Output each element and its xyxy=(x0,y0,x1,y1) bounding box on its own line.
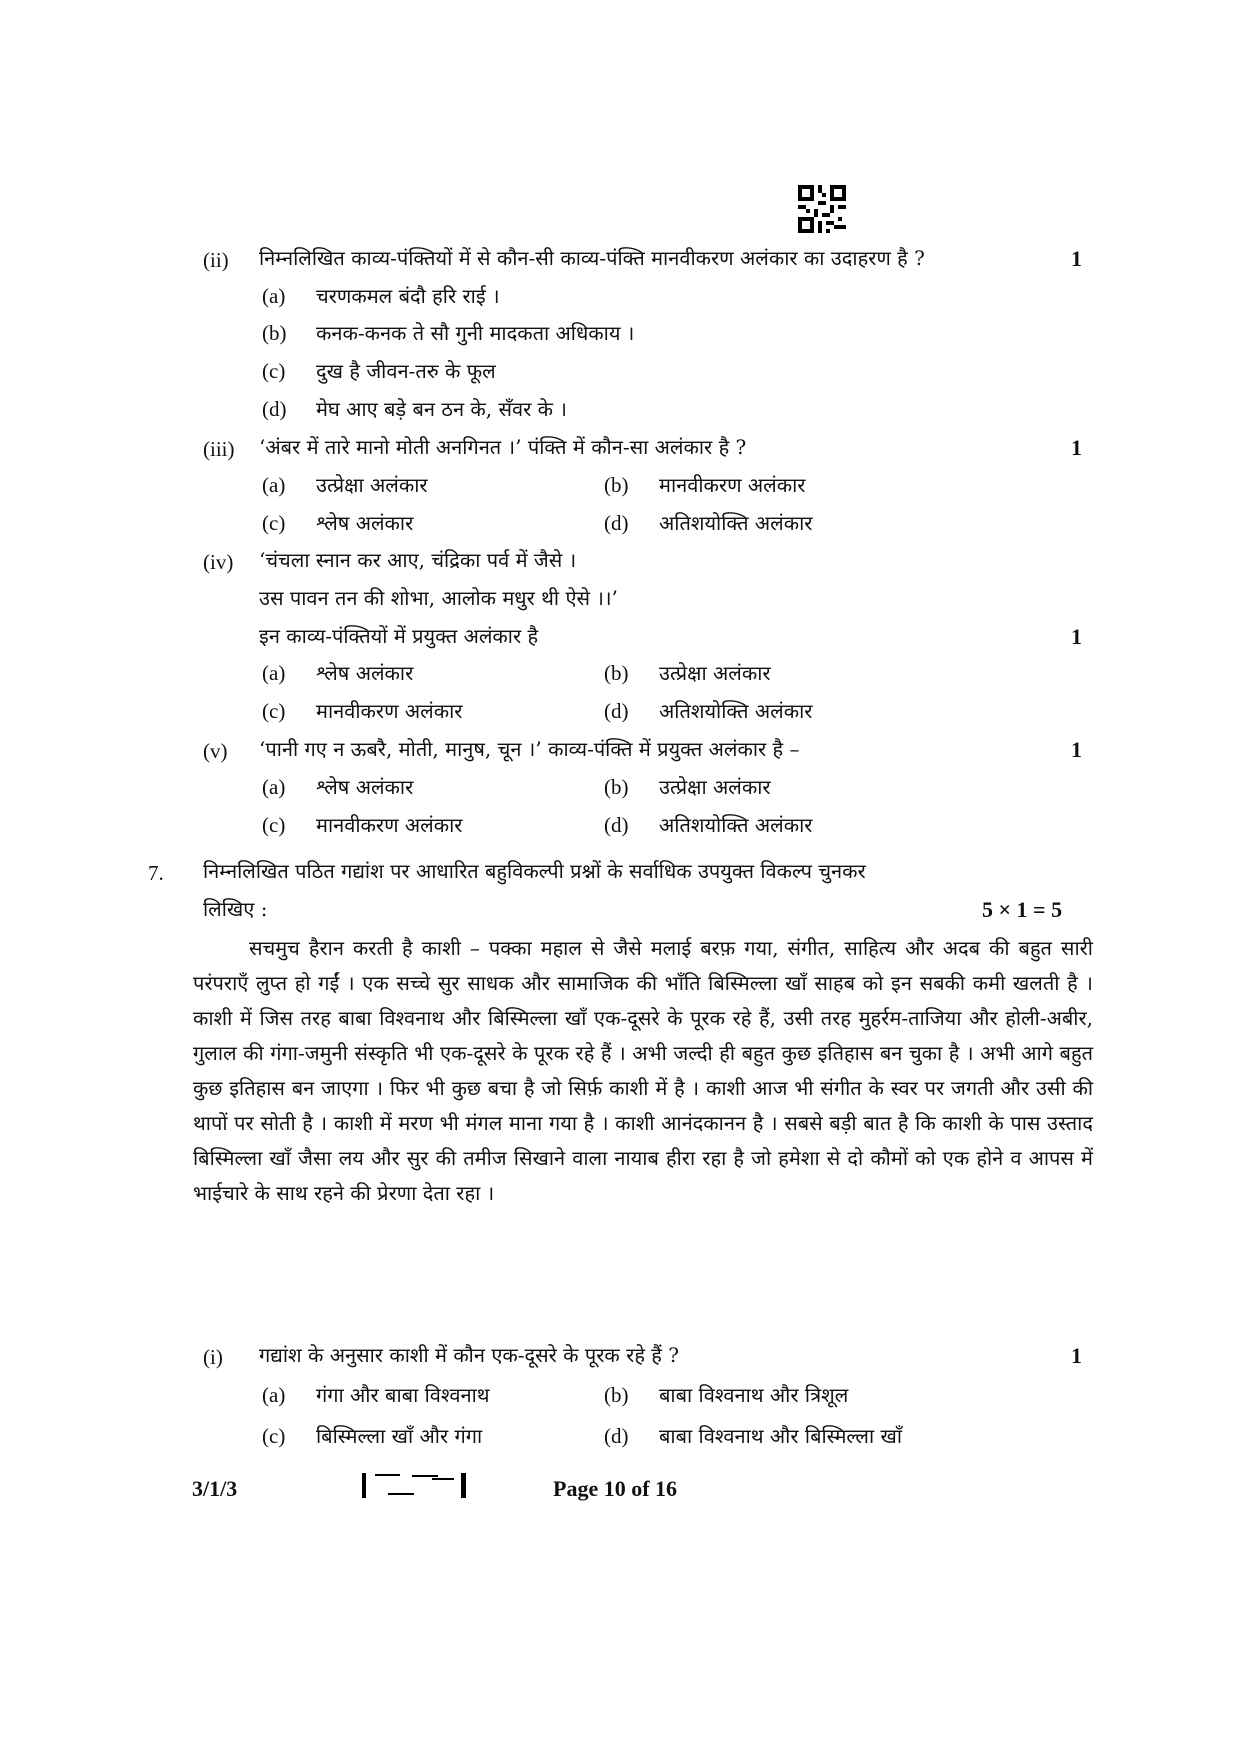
question-number: (v) xyxy=(203,739,228,763)
option-letter: (c) xyxy=(262,1424,286,1448)
option-letter: (a) xyxy=(262,1383,286,1407)
question-marks: 1 xyxy=(1071,246,1082,271)
option-text: दुख है जीवन-तरु के फूल xyxy=(316,359,496,383)
question-marks: 1 xyxy=(1071,1343,1082,1368)
option-text: मेघ आए बड़े बन ठन के, सँवर के । xyxy=(316,397,567,421)
option-letter: (a) xyxy=(262,775,286,799)
option-letter: (d) xyxy=(604,699,629,723)
option-letter: (b) xyxy=(262,321,287,345)
option-text: उत्प्रेक्षा अलंकार xyxy=(316,473,428,497)
question-text: निम्नलिखित काव्य-पंक्तियों में से कौन-सी काव्य-पंक्ति मानवीकरण अलंकार का उदाहरण है ? xyxy=(259,246,925,270)
option-text: मानवीकरण अलंकार xyxy=(316,813,463,837)
option-text: गंगा और बाबा विश्वनाथ xyxy=(316,1383,490,1407)
option-letter: (d) xyxy=(604,1424,629,1448)
question-text: गद्यांश के अनुसार काशी में कौन एक-दूसरे के पूरक रहे हैं ? xyxy=(259,1343,680,1367)
option-text: उत्प्रेक्षा अलंकार xyxy=(659,661,771,685)
option-text: अतिशयोक्ति अलंकार xyxy=(659,699,813,723)
option-letter: (b) xyxy=(604,661,629,685)
option-text: बिस्मिल्ला खाँ और गंगा xyxy=(316,1424,483,1448)
qr-code-icon xyxy=(798,185,846,233)
question-verse-line-2: उस पावन तन की शोभा, आलोक मधुर थी ऐसे ।।’ xyxy=(259,586,618,610)
option-letter: (d) xyxy=(604,511,629,535)
question-number: (i) xyxy=(203,1345,223,1369)
barcode-icon xyxy=(362,1471,468,1499)
option-text: मानवीकरण अलंकार xyxy=(659,473,806,497)
option-text: उत्प्रेक्षा अलंकार xyxy=(659,775,771,799)
option-letter: (b) xyxy=(604,1383,629,1407)
option-letter: (a) xyxy=(262,284,286,308)
question-text: ‘पानी गए न ऊबरै, मोती, मानुष, चून ।’ काव्य-पंक्ति में प्रयुक्त अलंकार है – xyxy=(259,737,800,761)
question-marks: 1 xyxy=(1071,624,1082,649)
option-letter: (c) xyxy=(262,511,286,535)
question-number: (ii) xyxy=(203,248,229,272)
option-letter: (c) xyxy=(262,699,286,723)
question-number: (iv) xyxy=(203,550,234,574)
question-marks: 1 xyxy=(1071,435,1082,460)
page-number: Page 10 of 16 xyxy=(553,1476,678,1501)
option-letter: (a) xyxy=(262,661,286,685)
option-text: कनक-कनक ते सौ गुनी मादकता अधिकाय । xyxy=(316,321,635,345)
paper-code: 3/1/3 xyxy=(192,1476,238,1501)
option-text: श्लेष अलंकार xyxy=(316,511,414,535)
option-letter: (b) xyxy=(604,775,629,799)
question-instruction-line-1: निम्नलिखित पठित गद्यांश पर आधारित बहुविकल्पी प्रश्नों के सर्वाधिक उपयुक्त विकल्प चुनकर xyxy=(203,859,866,883)
question-marks: 5 × 1 = 5 xyxy=(982,897,1063,922)
option-letter: (d) xyxy=(604,813,629,837)
option-text: अतिशयोक्ति अलंकार xyxy=(659,813,813,837)
option-text: बाबा विश्वनाथ और बिस्मिल्ला खाँ xyxy=(659,1424,903,1448)
question-text: इन काव्य-पंक्तियों में प्रयुक्त अलंकार है xyxy=(259,624,539,648)
question-verse-line-1: ‘चंचला स्नान कर आए, चंद्रिका पर्व में जैसे । xyxy=(259,548,577,572)
option-text: श्लेष अलंकार xyxy=(316,775,414,799)
option-text: अतिशयोक्ति अलंकार xyxy=(659,511,813,535)
option-letter: (d) xyxy=(262,397,287,421)
option-letter: (a) xyxy=(262,473,286,497)
option-text: बाबा विश्वनाथ और त्रिशूल xyxy=(659,1383,849,1407)
option-letter: (c) xyxy=(262,359,286,383)
option-text: मानवीकरण अलंकार xyxy=(316,699,463,723)
question-number: 7. xyxy=(148,861,164,885)
passage: सचमुच हैरान करती है काशी – पक्का महाल से जैसे मलाई बरफ़ गया, संगीत, साहित्य और अदब की बहुत सारी परंपराएँ लुप्त हो गईं । एक सच्चे सुर साधक और सामाजिक की भाँति बिस्मिल्ला खाँ साहब को इन सबकी कमी खलती है । काशी में जिस तरह बाबा विश्वनाथ और बिस्मिल्ला खाँ एक-दूसरे के पूरक रहे हैं, उसी तरह मुहर्रम-ताजिया और होली-अबीर, गुलाल की गंगा-जमुनी संस्कृति भी एक-दूसरे के पूरक रहे हैं । अभी जल्दी ही बहुत कुछ इतिहास बन चुका है । अभी आगे बहुत कुछ इतिहास बन जाएगा । फिर भी कुछ बचा है जो सिर्फ़ काशी में है । काशी आज भी संगीत के स्वर पर जगती और उसी की थापों पर सोती है । काशी में मरण भी मंगल माना गया है । काशी आनंदकानन है । सबसे बड़ी बात है कि काशी के पास उस्ताद बिस्मिल्ला खाँ जैसा लय और सुर की तमीज सिखाने वाला नायाब हीरा रहा है जो हमेशा से दो कौमों को एक होने व आपस में भाईचारे के साथ रहने की प्रेरणा देता रहा । xyxy=(193,936,1093,1205)
option-text: चरणकमल बंदौ हरि राई । xyxy=(316,284,500,308)
question-number: (iii) xyxy=(203,437,235,461)
option-letter: (b) xyxy=(604,473,629,497)
option-text: श्लेष अलंकार xyxy=(316,661,414,685)
question-instruction-line-2: लिखिए : xyxy=(203,897,268,921)
option-letter: (c) xyxy=(262,813,286,837)
question-text: ‘अंबर में तारे मानो मोती अनगिनत ।’ पंक्ति में कौन-सा अलंकार है ? xyxy=(259,435,747,459)
question-marks: 1 xyxy=(1071,737,1082,762)
